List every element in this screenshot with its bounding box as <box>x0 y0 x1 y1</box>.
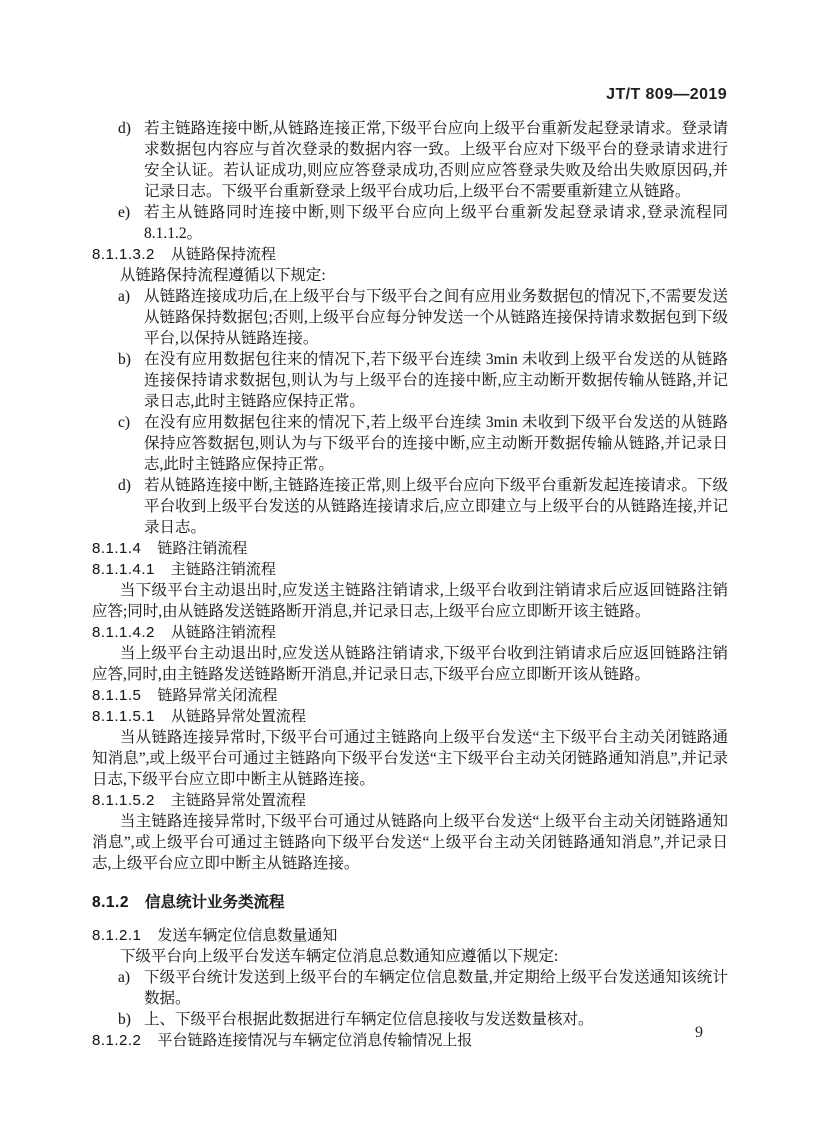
list-label: a) <box>118 288 131 305</box>
heading-number: 8.1.2.2 <box>92 1032 142 1049</box>
body-paragraph: 当上级平台主动退出时,应发送从链路注销请求,下级平台收到注销请求后应返回链路注销应答,同时,由主链路发送链路断开消息,并记录日志,下级平台应立即断开该从链路。 <box>92 645 728 683</box>
heading-title: 从链路异常处置流程 <box>170 708 306 725</box>
list-label: b) <box>118 351 131 368</box>
list-label: c) <box>118 414 131 431</box>
list-label: b) <box>118 1011 131 1028</box>
heading-title: 发送车辆定位信息数量通知 <box>157 927 338 944</box>
body-paragraph: 当主链路连接异常时,下级平台可通过从链路向上级平台发送“上级平台主动关闭链路通知消息”,或上级平台可通过主链路向下级平台发送“上级平台主动关闭链路通知消息”,并记录日志,上级平台应立即中断主从链路连接。 <box>92 813 728 872</box>
list-item <box>118 286 728 349</box>
heading-8-1-2-2 <box>92 1030 728 1051</box>
list-text: 若主链路连接中断,从链路连接正常,下级平台应向上级平台重新发起登录请求。登录请求数据包内容应与首次登录的数据内容一致。上级平台应对下级平台的登录请求进行安全认证。若认证成功,则应应答登录成功,否则应应答登录失败及给出失败原因码,并记录日志。下级平台重新登录上级平台成功后,上级平台不需要重新建立从链路。 <box>144 120 728 200</box>
heading-title: 主链路注销流程 <box>170 561 276 578</box>
body-paragraph: 从链路保持流程遵循以下规定: <box>119 267 326 284</box>
heading-number: 8.1.1.4.2 <box>92 624 155 641</box>
page-content <box>92 118 728 1051</box>
list-item <box>118 118 728 202</box>
heading-title: 信息统计业务类流程 <box>144 894 285 911</box>
heading-number: 8.1.2.1 <box>92 927 142 944</box>
running-header-doc-number: JT/T 809—2019 <box>606 86 727 103</box>
list-text: 若主从链路同时连接中断,则下级平台应向上级平台重新发起登录请求,登录流程同8.1.1.2。 <box>144 204 728 242</box>
heading-8-1-1-3-2 <box>92 244 728 265</box>
heading-title: 主链路异常处置流程 <box>170 792 306 809</box>
list-item <box>118 967 728 1009</box>
heading-title: 从链路保持流程 <box>170 246 276 263</box>
heading-8-1-1-4 <box>92 538 728 559</box>
heading-number: 8.1.2 <box>92 894 129 911</box>
list-text: 在没有应用数据包往来的情况下,若上级平台连续 3min 未收到下级平台发送的从链路保持应答数据包,则认为与下级平台的连接中断,应主动断开数据传输从链路,并记录日志,此时主链路应保持正常。 <box>144 414 728 473</box>
heading-number: 8.1.1.5.1 <box>92 708 155 725</box>
heading-title: 链路注销流程 <box>157 540 248 557</box>
list-label: a) <box>118 969 131 986</box>
body-paragraph: 当下级平台主动退出时,应发送主链路注销请求,上级平台收到注销请求后应返回链路注销应答;同时,由从链路发送链路断开消息,并记录日志,上级平台应立即断开该主链路。 <box>92 582 728 620</box>
list-item <box>118 202 728 244</box>
list-label: e) <box>118 204 131 221</box>
list-text: 在没有应用数据包往来的情况下,若下级平台连续 3min 未收到上级平台发送的从链路连接保持请求数据包,则认为与上级平台的连接中断,应主动断开数据传输从链路,并记录日志,此时主链路应保持正常。 <box>144 351 728 410</box>
list-text: 上、下级平台根据此数据进行车辆定位信息接收与发送数量核对。 <box>144 1011 594 1028</box>
heading-8-1-1-5-1 <box>92 706 728 727</box>
heading-8-1-1-4-1 <box>92 559 728 580</box>
body-paragraph: 当从链路连接异常时,下级平台可通过主链路向上级平台发送“主下级平台主动关闭链路通知消息”,或上级平台可通过主链路向下级平台发送“主下级平台主动关闭链路通知消息”,并记录日志,下级平台应立即中断主从链路连接。 <box>92 729 728 788</box>
list-text: 若从链路连接中断,主链路连接正常,则上级平台应向下级平台重新发起连接请求。下级平台收到上级平台发送的从链路连接请求后,应立即建立与上级平台的从链路连接,并记录日志。 <box>144 477 728 536</box>
heading-8-1-1-5 <box>92 685 728 706</box>
heading-title: 链路异常关闭流程 <box>157 687 278 704</box>
heading-number: 8.1.1.5 <box>92 687 142 704</box>
list-label: d) <box>118 120 131 137</box>
list-item <box>118 412 728 475</box>
body-paragraph: 下级平台向上级平台发送车辆定位消息总数通知应遵循以下规定: <box>119 948 559 965</box>
heading-8-1-2-1 <box>92 925 728 946</box>
heading-number: 8.1.1.3.2 <box>92 246 155 263</box>
list-text: 从链路连接成功后,在上级平台与下级平台之间有应用业务数据包的情况下,不需要发送从链路保持数据包;否则,上级平台应每分钟发送一个从链路连接保持请求数据包到下级平台,以保持从链路连接。 <box>144 288 728 347</box>
heading-title: 平台链路连接情况与车辆定位消息传输情况上报 <box>157 1032 473 1049</box>
heading-number: 8.1.1.4.1 <box>92 561 155 578</box>
list-item <box>118 475 728 538</box>
heading-title: 从链路注销流程 <box>170 624 276 641</box>
heading-number: 8.1.1.5.2 <box>92 792 155 809</box>
heading-8-1-2 <box>92 892 728 913</box>
list-item <box>118 1009 728 1030</box>
heading-8-1-1-5-2 <box>92 790 728 811</box>
list-text: 下级平台统计发送到上级平台的车辆定位信息数量,并定期给上级平台发送通知该统计数据。 <box>144 969 728 1007</box>
page-number: 9 <box>695 1024 703 1041</box>
list-label: d) <box>118 477 131 494</box>
heading-number: 8.1.1.4 <box>92 540 142 557</box>
list-item <box>118 349 728 412</box>
heading-8-1-1-4-2 <box>92 622 728 643</box>
